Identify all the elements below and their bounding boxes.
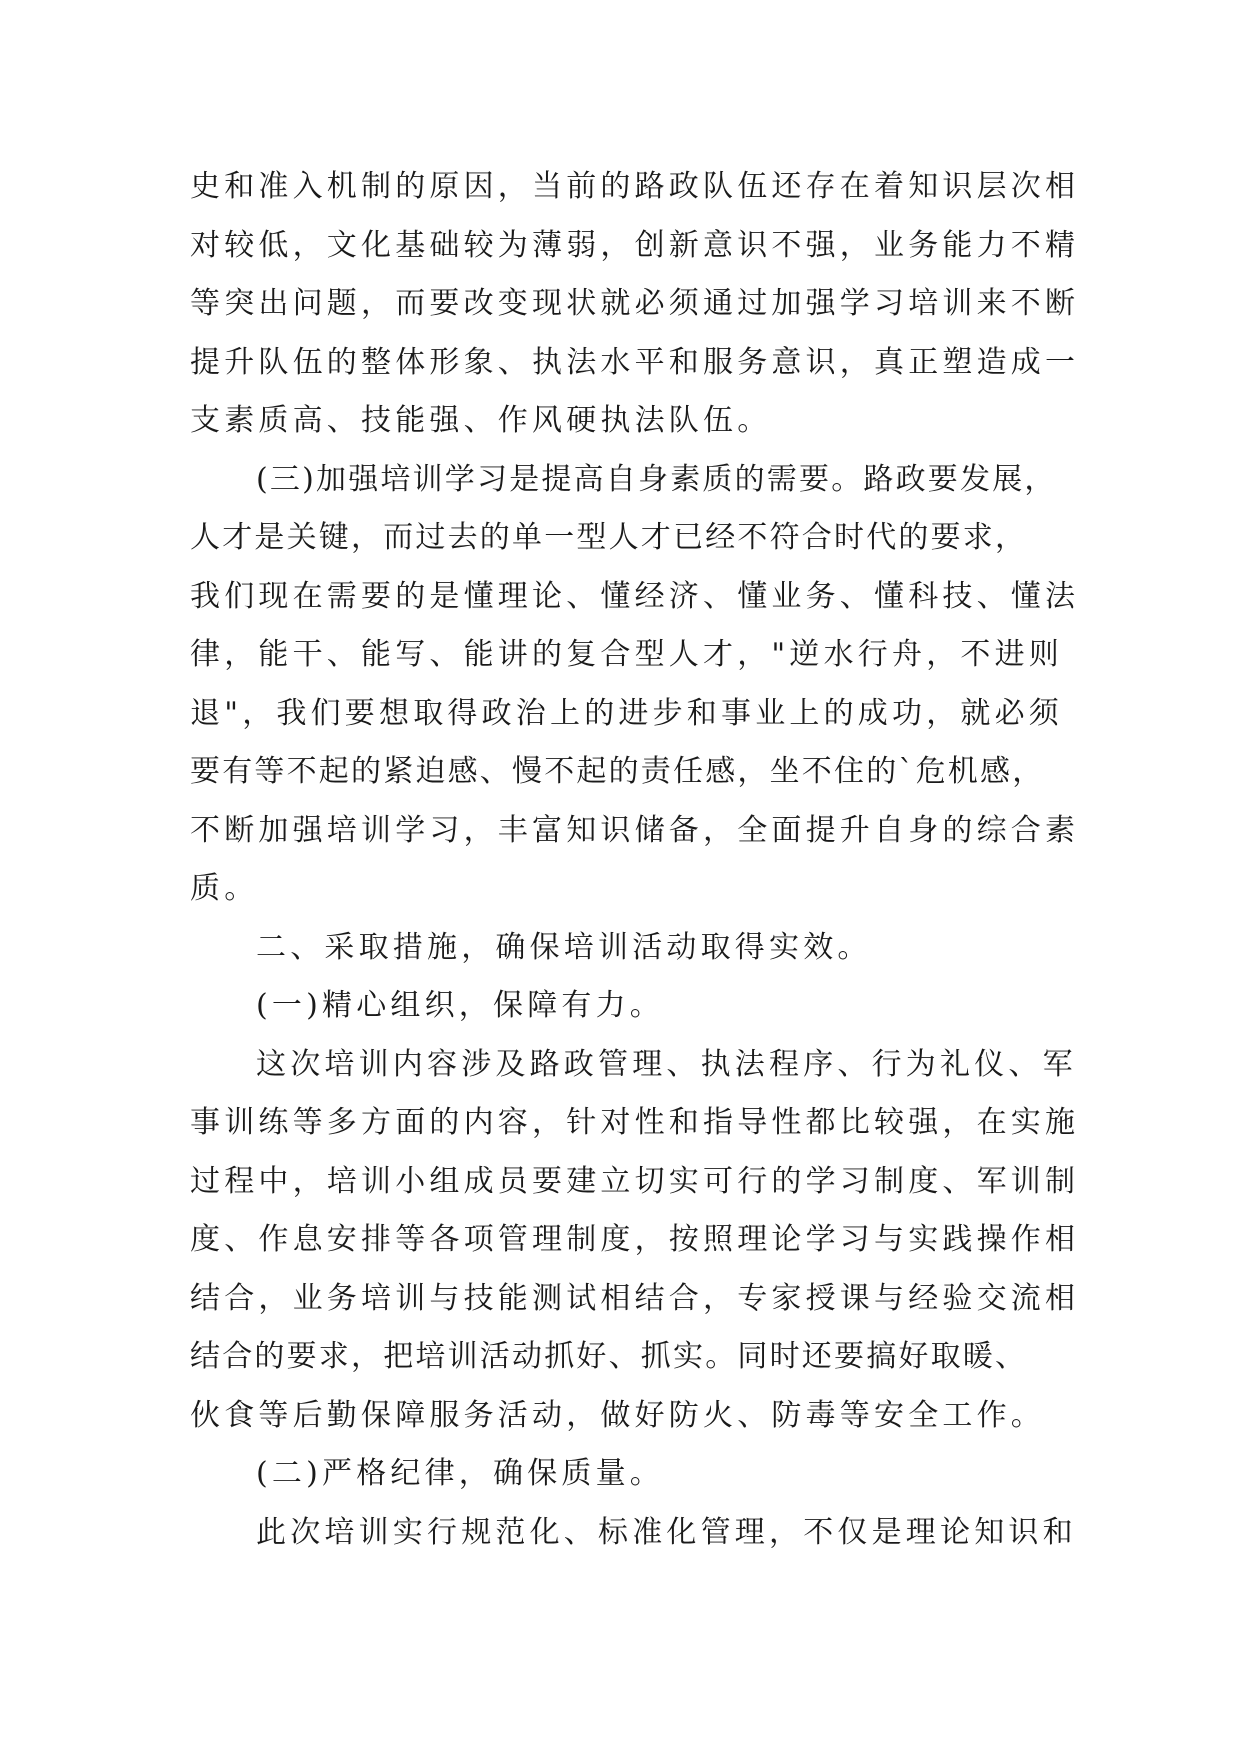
text-line: 人才是关键，而过去的单一型人才已经不符合时代的要求，	[190, 520, 1028, 555]
text-line: 律，能干、能写、能讲的复合型人才，"逆水行舟，不进则	[190, 637, 1063, 672]
text-line: 提升队伍的整体形象、执法水平和服务意识，真正塑造成一	[190, 344, 1080, 380]
text-line: 我们现在需要的是懂理论、懂经济、懂业务、懂科技、懂法	[190, 578, 1080, 614]
text-line: 度、作息安排等各项管理制度，按照理论学习与实践操作相	[190, 1222, 1080, 1257]
text-line: 史和准入机制的原因，当前的路政队伍还存在着知识层次相	[190, 169, 1080, 204]
text-line: 结合的要求，把培训活动抓好、抓实。同时还要搞好取暖、	[190, 1339, 1028, 1374]
text-line: 支素质高、技能强、作风硬执法队伍。	[190, 403, 772, 438]
text-line: 对较低，文化基础较为薄弱，创新意识不强，业务能力不精	[190, 227, 1080, 263]
text-line: 结合，业务培训与技能测试相结合，专家授课与经验交流相	[190, 1280, 1080, 1316]
text-line: 此次培训实行规范化、标准化管理，不仅是理论知识和	[256, 1514, 1077, 1550]
text-line: 这次培训内容涉及路政管理、执法程序、行为礼仪、军	[256, 1046, 1077, 1082]
subsection-heading-2: (二)严格纪律，确保质量。	[256, 1456, 665, 1491]
text-line: 质。	[190, 871, 259, 906]
text-line: 不断加强培训学习，丰富知识储备，全面提升自身的综合素	[190, 812, 1080, 848]
text-line: 要有等不起的紧迫感、慢不起的责任感，坐不住的`危机感，	[190, 754, 1045, 789]
body-text	[190, 158, 1080, 1562]
chapter-heading-2: 二、采取措施，确保培训活动取得实效。	[256, 929, 872, 965]
text-line: 等突出问题，而要改变现状就必须通过加强学习培训来不断	[190, 286, 1080, 321]
text-line: 退"，我们要想取得政治上的进步和事业上的成功，就必须	[190, 695, 1063, 731]
section-heading-3: (三)加强培训学习是提高自身素质的需要。路政要发展，	[256, 461, 1057, 497]
subsection-heading-1: (一)精心组织，保障有力。	[256, 988, 665, 1023]
text-line: 伙食等后勤保障服务活动，做好防火、防毒等安全工作。	[190, 1397, 1045, 1433]
text-line: 过程中，培训小组成员要建立切实可行的学习制度、军训制	[190, 1163, 1080, 1199]
text-line: 事训练等多方面的内容，针对性和指导性都比较强，在实施	[190, 1105, 1080, 1140]
